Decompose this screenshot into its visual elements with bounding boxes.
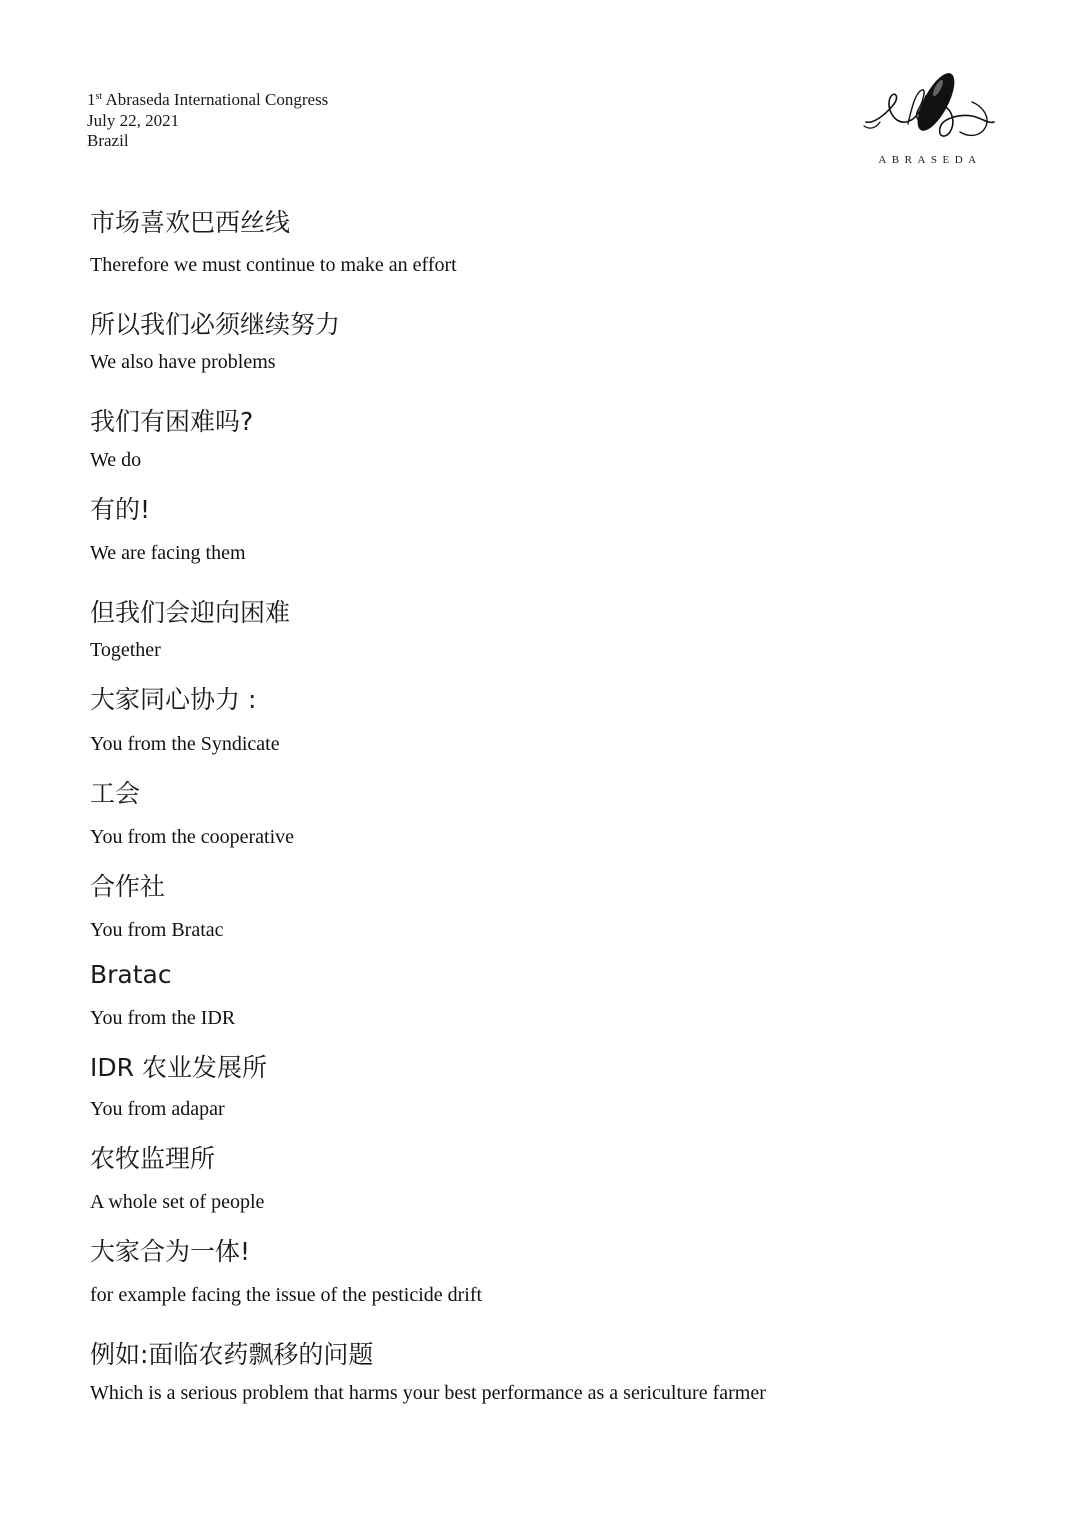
congress-location: Brazil: [87, 131, 129, 150]
english-line: Therefore we must continue to make an effort: [90, 254, 457, 276]
chinese-line: 大家合为一体!: [90, 1237, 251, 1266]
chinese-line: 所以我们必须继续努力: [90, 310, 341, 339]
chinese-line: 有的!: [90, 495, 151, 524]
chinese-line: Bratac: [90, 960, 172, 989]
english-line: We also have problems: [90, 351, 276, 373]
abraseda-logo-mark: [860, 66, 1000, 150]
congress-title: [87, 90, 328, 111]
english-line: Which is a serious problem that harms your best performance as a sericulture farmer: [90, 1382, 766, 1404]
english-line: We do: [90, 449, 142, 471]
abraseda-logo: [860, 66, 1000, 170]
chinese-line: IDR 农业发展所: [90, 1053, 267, 1082]
logo-text: ABRASEDA: [878, 154, 982, 166]
congress-date: July 22, 2021: [87, 110, 180, 130]
english-line: You from the Syndicate: [90, 733, 280, 755]
english-line: You from adapar: [90, 1098, 225, 1120]
english-line: for example facing the issue of the pesticide drift: [90, 1284, 483, 1306]
congress-name: Abraseda International Congress: [105, 90, 329, 109]
english-line: We are facing them: [90, 542, 246, 564]
chinese-line: 市场喜欢巴西丝线: [90, 208, 291, 237]
document-header: [87, 90, 328, 152]
chinese-line: 大家同心协力 :: [90, 685, 257, 714]
congress-number-suffix: st: [95, 91, 103, 102]
chinese-line: 工会: [90, 779, 141, 808]
chinese-line: 例如:面临农药飘移的问题: [90, 1340, 374, 1369]
english-line: Together: [90, 639, 161, 661]
chinese-line: 我们有困难吗?: [90, 407, 254, 436]
english-line: A whole set of people: [90, 1191, 265, 1213]
chinese-line: 但我们会迎向困难: [90, 598, 291, 627]
english-line: You from the IDR: [90, 1007, 236, 1029]
chinese-line: 农牧监理所: [90, 1144, 216, 1173]
congress-number: 1: [87, 90, 96, 109]
english-line: You from the cooperative: [90, 826, 295, 848]
english-line: You from Bratac: [90, 919, 224, 941]
chinese-line: 合作社: [90, 872, 166, 901]
